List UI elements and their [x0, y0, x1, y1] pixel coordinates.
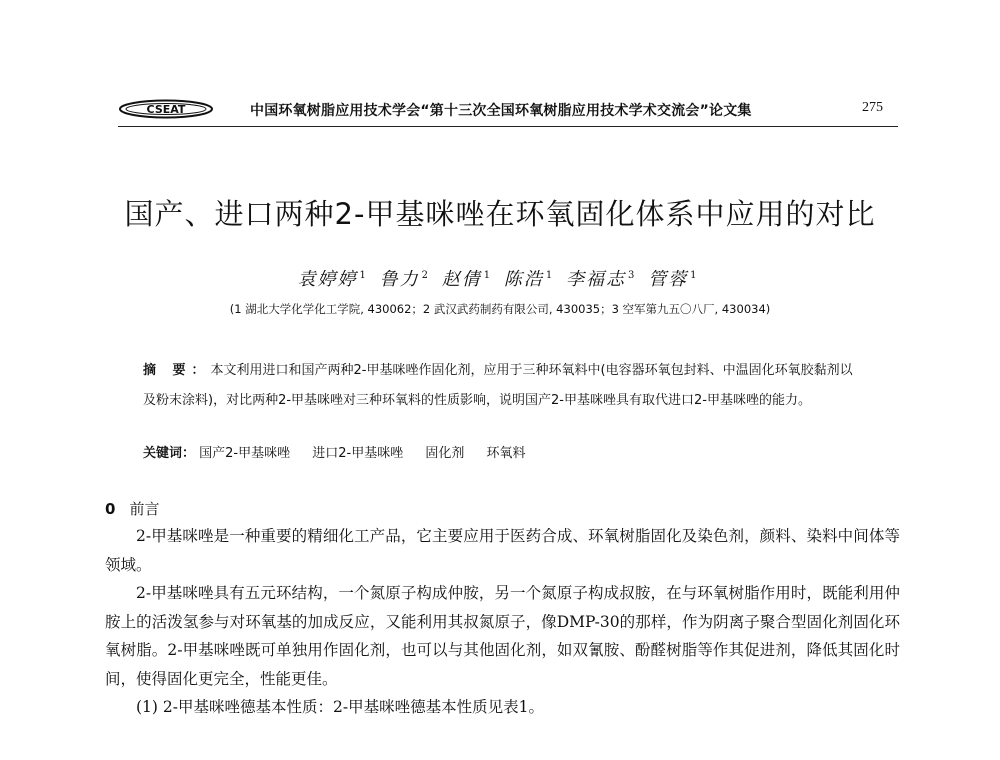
keyword-item: 国产2-甲基咪唑 — [199, 446, 291, 461]
paper-title: 国产、进口两种2-甲基咪唑在环氧固化体系中应用的对比 — [124, 197, 876, 231]
keywords — [143, 442, 855, 461]
keyword-item: 环氧料 — [486, 446, 526, 461]
abstract-text: 本文利用进口和国产两种2-甲基咪唑作固化剂，应用于三种环氧料中(电容器环氧包封料、中温固化环氧胶黏剂以及粉末涂料)，对比两种2-甲基咪唑对三种环氧料的性质影响，说明国产2-甲基咪唑具有取代进口2-甲基咪唑的能力。 — [143, 363, 853, 408]
section-title: 前言 — [129, 500, 160, 518]
author-affil-mark: 1 — [359, 270, 368, 281]
author-name: 赵倩 — [441, 269, 482, 290]
author-name: 袁婷婷 — [297, 269, 358, 290]
author-affil-mark: 1 — [690, 270, 699, 281]
page-number: 275 — [862, 100, 883, 115]
author-affil-mark: 3 — [627, 270, 637, 281]
section-number: 0 — [105, 500, 116, 518]
keyword-item: 进口2-甲基咪唑 — [312, 446, 404, 461]
author-name: 陈浩 — [503, 269, 544, 290]
keywords-label: 关键词： — [143, 446, 196, 461]
logo-lettering: CSEAT — [146, 103, 186, 116]
abstract — [143, 356, 855, 416]
section-heading — [105, 498, 159, 519]
body-paragraph: 2-甲基咪唑是一种重要的精细化工产品，它主要应用于医药合成、环氧树脂固化及染色剂，颜料、染料中间体等领域。 — [105, 527, 900, 574]
affiliations: (1 湖北大学化学化工学院, 430062；2 武汉武药制药有限公司, 430035；3 空军第九五〇八厂, 430034) — [229, 302, 771, 316]
keyword-item: 固化剂 — [425, 446, 465, 461]
running-title: 中国环氧树脂应用技术学会“第十三次全国环氧树脂应用技术学术交流会”论文集 — [250, 103, 752, 119]
author-name: 鲁力 — [379, 269, 420, 290]
abstract-label: 摘 要： — [143, 363, 211, 378]
conference-logo — [118, 98, 218, 120]
author-affil-mark: 2 — [421, 270, 431, 281]
author-list — [0, 265, 1000, 291]
author-affil-mark: 1 — [545, 270, 555, 281]
body-paragraph: (1) 2-甲基咪唑德基本性质：2-甲基咪唑德基本性质见表1。 — [136, 698, 544, 716]
author-name: 李福志 — [565, 269, 626, 290]
body-text — [105, 522, 900, 722]
body-paragraph: 2-甲基咪唑具有五元环结构，一个氮原子构成仲胺，另一个氮原子构成叔胺，在与环氧树脂作用时，既能利用仲胺上的活泼氢参与对环氧基的加成反应，又能利用其叔氮原子，像DMP-30的那样，作为阴离子聚合型固化剂固化环氧树脂。2-甲基咪唑既可单独用作固化剂，也可以与其他固化剂，如双氰胺、酚醛树脂等作其促进剂，降低其固化时间，使得固化更完全，性能更佳。 — [105, 584, 900, 688]
cseat-logo-icon — [118, 99, 214, 119]
author-name: 管蓉 — [648, 269, 689, 290]
author-affil-mark: 1 — [483, 270, 493, 281]
header-rule — [118, 126, 898, 127]
